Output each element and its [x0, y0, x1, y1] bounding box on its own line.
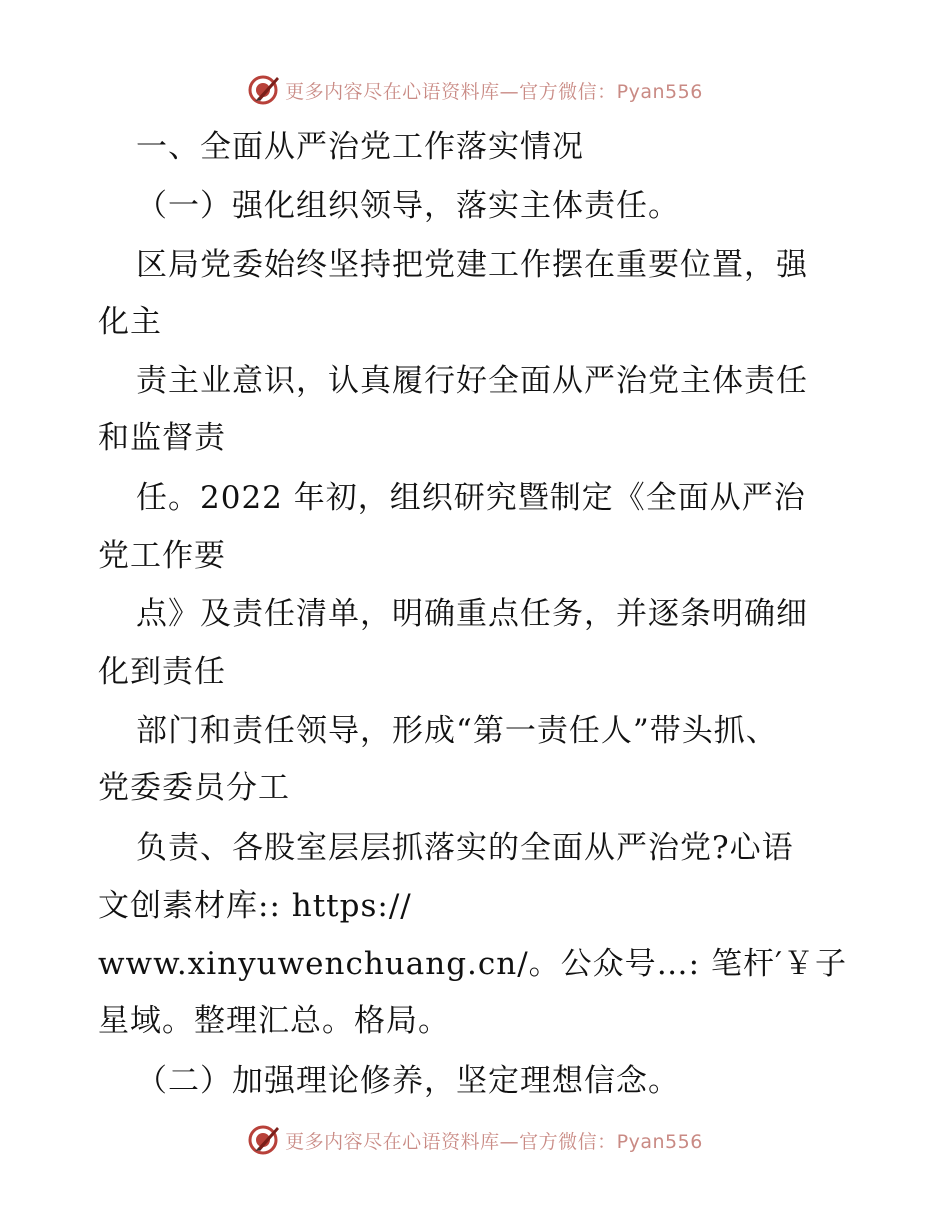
paragraph-line: 和监督责	[98, 420, 226, 456]
subsection-heading: （二）加强理论修养，坚定理想信念。	[136, 1063, 680, 1099]
brush-pen-logo-icon	[247, 1123, 281, 1157]
paragraph-line: 任。2022 年初，组织研究暨制定《全面从严治	[136, 480, 806, 516]
section-heading: 一、全面从严治党工作落实情况	[136, 129, 584, 165]
paragraph-line: 点》及责任清单，明确重点任务，并逐条明确细	[136, 596, 808, 632]
paragraph-line: 区局党委始终坚持把党建工作摆在重要位置，强	[136, 247, 808, 283]
paragraph-line: www.xinyuwenchuang.cn/。公众号…: 笔杆′￥子	[98, 946, 848, 982]
paragraph-line: 化到责任	[98, 654, 226, 690]
footer-banner	[0, 1120, 950, 1160]
banner-text: 更多内容尽在心语资料库—官方微信：Pyan556	[285, 80, 703, 103]
banner-text: 更多内容尽在心语资料库—官方微信：Pyan556	[285, 1130, 703, 1153]
paragraph-line: 党委委员分工	[98, 770, 290, 806]
paragraph-line: 负责、各股室层层抓落实的全面从严治党?心语	[136, 830, 794, 866]
paragraph-line: 化主	[98, 304, 162, 340]
subsection-heading: （一）强化组织领导，落实主体责任。	[136, 188, 680, 224]
paragraph-line: 部门和责任领导，形成“第一责任人”带头抓、	[136, 713, 778, 749]
paragraph-line: 文创素材库:: https://	[98, 888, 412, 924]
paragraph-line: 星域。整理汇总。格局。	[98, 1003, 450, 1039]
paragraph-line: 党工作要	[98, 538, 226, 574]
paragraph-line: 责主业意识，认真履行好全面从严治党主体责任	[136, 363, 808, 399]
